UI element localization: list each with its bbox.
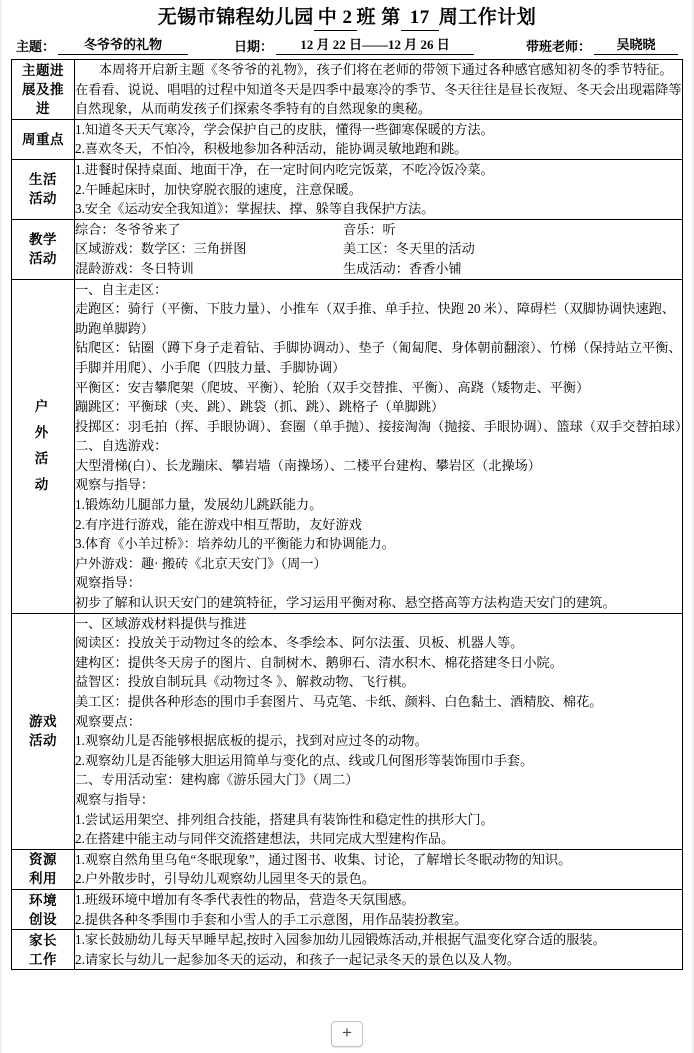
content-line: 一、自主走区： [75,281,168,297]
weekly-plan-body [12,60,689,970]
row-label-line: 主题进 [22,62,64,78]
table-row [12,60,683,120]
table-row [12,889,683,929]
title-week-blank: 17 [401,6,439,31]
content-line: 综合：冬爷爷来了 [75,221,181,237]
meta-teacher-group [526,34,678,55]
title-prefix: 无锡市锦程幼儿园 [157,7,314,28]
content-line: 观察要点： [75,713,141,729]
content-line: 1.锻炼幼儿腿部力量，发展幼儿跳跃能力。 [75,497,323,513]
content-line: 观察与指导： [75,791,155,807]
row-label-line: 工作 [29,951,57,967]
content-column-right [343,220,682,279]
row-label-line: 教学 [29,232,57,248]
content-line: 大型滑梯(白）、长龙蹦床、攀岩墙（南操场）、二楼平台建构、攀岩区（北操场） [75,457,541,473]
row-content [75,60,683,120]
content-line: 美工区：提供各种形态的围巾手套图片、马克笔、卡纸、颜料、白色黏土、酒精胶、棉花。 [75,694,603,709]
row-label [12,889,75,929]
meta-teacher-value: 吴晓晓 [594,34,678,55]
content-line: 1.观察幼儿是否能够根据底板的提示，找到对应过冬的动物。 [75,733,428,749]
content-line: 美工区：冬天里的活动 [343,241,475,257]
row-label [12,930,75,970]
row-label-line: 户 [34,399,52,415]
row-label [12,849,75,889]
add-row-toolbar [0,1021,694,1047]
content-line: 区域游戏：数学区：三角拼图 [75,241,247,257]
content-line: 2.喜欢冬天，不怕冷，积极地参加各种活动，能协调灵敏地跑和跳。 [75,141,468,157]
content-line: 2.午睡起床时，加快穿脱衣服的速度，注意保暖。 [75,181,362,197]
content-line: 3.体育《小羊过桥》：培养幼儿的平衡能力和协调能力。 [75,536,395,552]
row-content [75,930,683,970]
meta-theme-label: 主题： [15,39,55,54]
row-label-line: 进 [36,100,50,116]
row-label [12,613,75,849]
content-line: 一、区域游戏材料提供与推进 [75,615,247,631]
content-line: 音乐：听 [343,221,396,237]
content-line: 1.观察自然角里乌龟“冬眠现象”，通过图书、收集、讨论，了解增长冬眠动物的知识。 [75,851,572,867]
meta-date-value: 12 月 22 日——12 月 26 日 [276,34,474,55]
row-label [12,219,75,279]
content-line: 平衡区：安吉攀爬架（爬坡、平衡）、轮胎（双手交替推、平衡）、高跷（矮物走、平衡） [75,379,590,395]
content-line: 观察与指导： [75,477,155,493]
content-line: 1.家长鼓励幼儿每天早睡早起,按时入园参加幼儿园锻炼活动,并根据气温变化穿合适的服装。 [75,932,606,948]
row-label [12,60,75,120]
content-line: 2.请家长与幼儿一起参加冬天的运动，和孩子一起记录冬天的景色以及人物。 [75,951,521,967]
page-title [0,0,694,31]
title-suffix: 周工作计划 [438,7,537,28]
content-line: 本周将开启新主题《冬爷爷的礼物》，孩子们将在老师的带领下通过各种感官感知初冬的季节特征。在看看、说说、唱唱的过程中知道冬天是四季中最寒冷的季节、冬天往往是昼长夜短、冬天会出现霜降等自然现象，从而萌发孩子们探索冬季特有的自然现象的奥秘。 [75,62,682,117]
row-label-line: 环境 [29,892,57,908]
table-row [12,159,683,219]
content-line: 走跑区：骑行（平衡、下肢力量）、小推车（双手推、单手拉、快跑 20 米）、障碍栏（双脚协调快速跑、助跑单脚跨） [75,301,676,336]
content-line: 观察指导： [75,575,141,591]
content-line: 投掷区：羽毛拍（挥、手眼协调）、套圈（单手抛）、接接淘淘（抛接、手眼协调）、篮球（双手交替拍球） [75,418,689,434]
content-line: 益智区：投放自制玩具《动物过冬 》、解救动物、飞行棋。 [75,674,415,690]
content-line: 生成活动：香香小铺 [343,260,462,276]
content-line: 1.知道冬天天气寒冷，学会保护自己的皮肤，懂得一些御寒保暖的方法。 [75,121,494,137]
content-line: 户外游戏：趣· 搬砖《北京天安门》（周一） [75,555,327,571]
weekly-plan-table [11,59,689,970]
title-mid: 班 第 [356,7,401,28]
content-line: 3.安全《运动安全我知道》：掌握扶、撑、躲等自我保护方法。 [75,201,435,217]
row-label-line: 外 [34,425,52,441]
row-label-line: 活动 [29,191,57,207]
row-content [75,613,683,849]
row-content [75,849,683,889]
content-line: 2.在搭建中能主动与同伴交流搭建想法，共同完成大型建构作品。 [75,831,455,847]
content-line: 蹦跳区：平衡球（夹、跳）、跳袋（抓、跳）、跳格子（单脚跳） [75,399,445,415]
two-column-content [75,220,682,279]
row-label [12,279,75,613]
document-meta-line [0,31,694,59]
row-label-line: 活 [34,451,52,467]
content-line: 混龄游戏：冬日特训 [75,260,194,276]
row-content [75,219,683,279]
row-label-line: 创设 [29,911,57,927]
content-column-left [75,220,343,279]
row-label-line: 周重点 [22,131,64,147]
row-label-line: 动 [34,477,52,493]
title-class-blank: 中 2 [314,6,357,31]
content-line: 阅读区：投放关于动物过冬的绘本、冬季绘本、阿尔法蛋、贝板、机器人等。 [75,635,524,651]
content-line: 1.进餐时保持桌面、地面干净，在一定时间内吃完饭菜，不吃冷饭冷菜。 [75,161,494,177]
content-line: 1.尝试运用架空、排列组合技能，搭建具有装饰性和稳定性的拱形大门。 [75,811,494,827]
row-content [75,159,683,219]
page-left-edge [0,0,3,1053]
row-label [12,159,75,219]
row-label-line: 利用 [29,871,57,887]
table-row [12,219,683,279]
table-row [12,930,683,970]
add-page-button[interactable]: + [331,1021,363,1047]
meta-date-group [234,34,474,55]
content-line: 2.有序进行游戏，能在游戏中相互帮助，友好游戏 [75,516,362,532]
content-line: 1.班级环境中增加有冬季代表性的物品，营造冬天氛围感。 [75,891,415,907]
meta-theme-group [16,34,188,55]
row-label-line: 生活 [29,172,57,188]
row-label-line: 家长 [29,932,57,948]
content-line: 2.提供各种冬季围巾手套和小雪人的手工示意图，用作品装扮教室。 [75,911,468,927]
content-line: 2.户外散步时，引导幼儿观察幼儿园里冬天的景色。 [75,871,376,887]
content-line: 建构区：提供冬天房子的图片、自制树木、鹅卵石、清水积木、棉花搭建冬日小院。 [75,654,563,670]
row-label-line: 活动 [29,251,57,267]
table-row [12,849,683,889]
content-line: 2.观察幼儿是否能够大胆运用简单与变化的点、线或几何图形等装饰围巾手套。 [75,752,534,768]
row-content [75,889,683,929]
row-content [75,119,683,159]
table-row [12,119,683,159]
row-label-line: 资源 [29,852,57,868]
row-label [12,119,75,159]
content-line: 二、专用活动室：建构廊《游乐园大门》（周二） [75,772,359,788]
row-label-line: 活动 [29,733,57,749]
row-label-line: 展及推 [22,81,64,97]
content-line: 二、自选游戏： [75,438,168,454]
table-row [12,613,683,849]
content-line: 钻爬区：钻圈（蹲下身子走着钻、手脚协调动）、垫子（匍匐爬、身体朝前翻滚）、竹梯（保持站立平衡、手脚并用爬）、小手爬（四肢力量、手脚协调） [75,340,682,375]
meta-teacher-label: 带班老师： [526,39,592,54]
row-label-line: 游戏 [29,714,57,730]
row-content [75,279,689,613]
meta-date-label: 日期： [233,39,273,54]
meta-theme-value: 冬爷爷的礼物 [58,34,188,55]
table-row [12,279,683,613]
content-line: 初步了解和认识天安门的建筑特征，学习运用平衡对称、悬空搭高等方法构造天安门的建筑。 [75,595,616,611]
